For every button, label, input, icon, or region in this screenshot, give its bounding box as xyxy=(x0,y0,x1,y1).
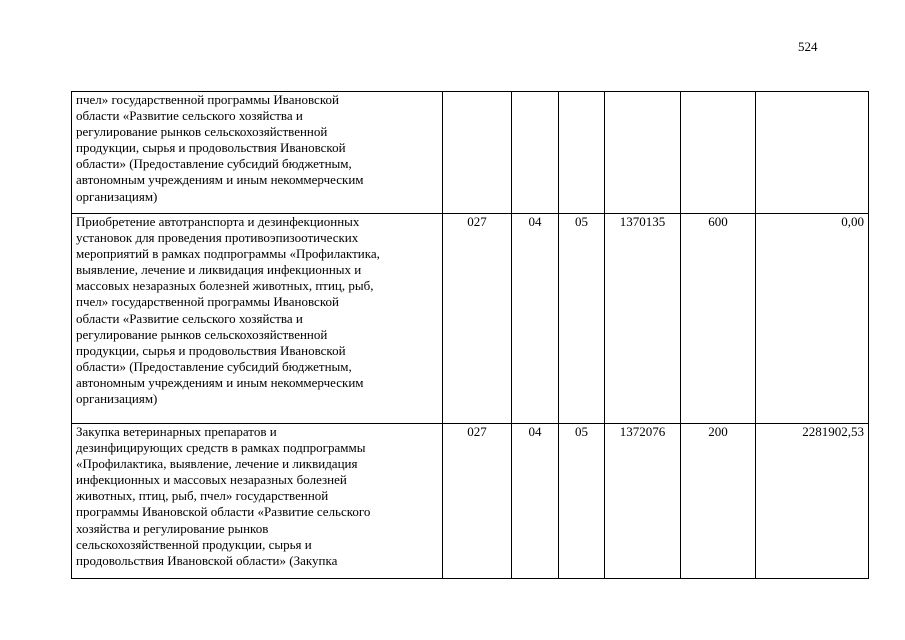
expense-type-code: 200 xyxy=(681,424,756,579)
budget-table-body xyxy=(72,92,869,579)
section-code: 04 xyxy=(512,424,559,579)
description-line: продовольствия Ивановской области» (Закупка xyxy=(76,552,338,568)
row-description xyxy=(72,424,443,579)
table-row xyxy=(72,214,869,424)
description-line: автономным учреждениям и иным некоммерческим xyxy=(76,374,364,390)
description-line: животных, птиц, рыб, пчел» государственной xyxy=(76,488,329,504)
subsection-code: 05 xyxy=(559,214,605,424)
description-line: организациям) xyxy=(76,188,158,204)
amount-value: 0,00 xyxy=(756,214,869,424)
table-row xyxy=(72,424,869,579)
target-article-code xyxy=(605,92,681,214)
subsection-code xyxy=(559,92,605,214)
description-line: дезинфицирующих средств в рамках подпрограммы xyxy=(76,440,366,456)
description-line: программы Ивановской области «Развитие сельского xyxy=(76,504,371,520)
description-line: продукции, сырья и продовольствия Ивановской xyxy=(76,140,346,156)
description-line: «Профилактика, выявление, лечение и ликвидация xyxy=(76,456,358,472)
description-line: автономным учреждениям и иным некоммерческим xyxy=(76,172,364,188)
description-line: хозяйства и регулирование рынков xyxy=(76,520,269,536)
ministry-code: 027 xyxy=(443,424,512,579)
description-line: установок для проведения противоэпизоотических xyxy=(76,230,359,246)
amount-value: 2281902,53 xyxy=(756,424,869,579)
section-code xyxy=(512,92,559,214)
expense-type-code: 600 xyxy=(681,214,756,424)
section-code: 04 xyxy=(512,214,559,424)
subsection-code: 05 xyxy=(559,424,605,579)
row-description xyxy=(72,214,443,424)
row-description xyxy=(72,92,443,214)
budget-table xyxy=(71,91,869,579)
description-line: области «Развитие сельского хозяйства и xyxy=(76,108,303,124)
page-number: 524 xyxy=(798,39,818,54)
description-line: области» (Предоставление субсидий бюджетным, xyxy=(76,358,352,374)
description-line: пчел» государственной программы Ивановской xyxy=(76,294,339,310)
description-line: Закупка ветеринарных препаратов и xyxy=(76,424,277,439)
description-line: пчел» государственной программы Ивановской xyxy=(76,92,339,107)
description-line: массовых незаразных болезней животных, птиц, рыб, xyxy=(76,278,374,294)
target-article-code: 1370135 xyxy=(605,214,681,424)
ministry-code xyxy=(443,92,512,214)
description-line: продукции, сырья и продовольствия Ивановской xyxy=(76,342,346,358)
amount-value xyxy=(756,92,869,214)
table-row xyxy=(72,92,869,214)
description-line: области» (Предоставление субсидий бюджетным, xyxy=(76,156,352,172)
description-line: выявление, лечение и ликвидация инфекционных и xyxy=(76,262,362,278)
description-line: мероприятий в рамках подпрограммы «Профилактика, xyxy=(76,246,380,262)
description-line: инфекционных и массовых незаразных болезней xyxy=(76,472,347,488)
description-line: сельскохозяйственной продукции, сырья и xyxy=(76,536,312,552)
expense-type-code xyxy=(681,92,756,214)
description-line: области «Развитие сельского хозяйства и xyxy=(76,310,303,326)
ministry-code: 027 xyxy=(443,214,512,424)
description-line: регулирование рынков сельскохозяйственной xyxy=(76,124,328,140)
description-line: регулирование рынков сельскохозяйственной xyxy=(76,326,328,342)
description-line: организациям) xyxy=(76,391,158,407)
description-line: Приобретение автотранспорта и дезинфекционных xyxy=(76,214,360,229)
target-article-code: 1372076 xyxy=(605,424,681,579)
